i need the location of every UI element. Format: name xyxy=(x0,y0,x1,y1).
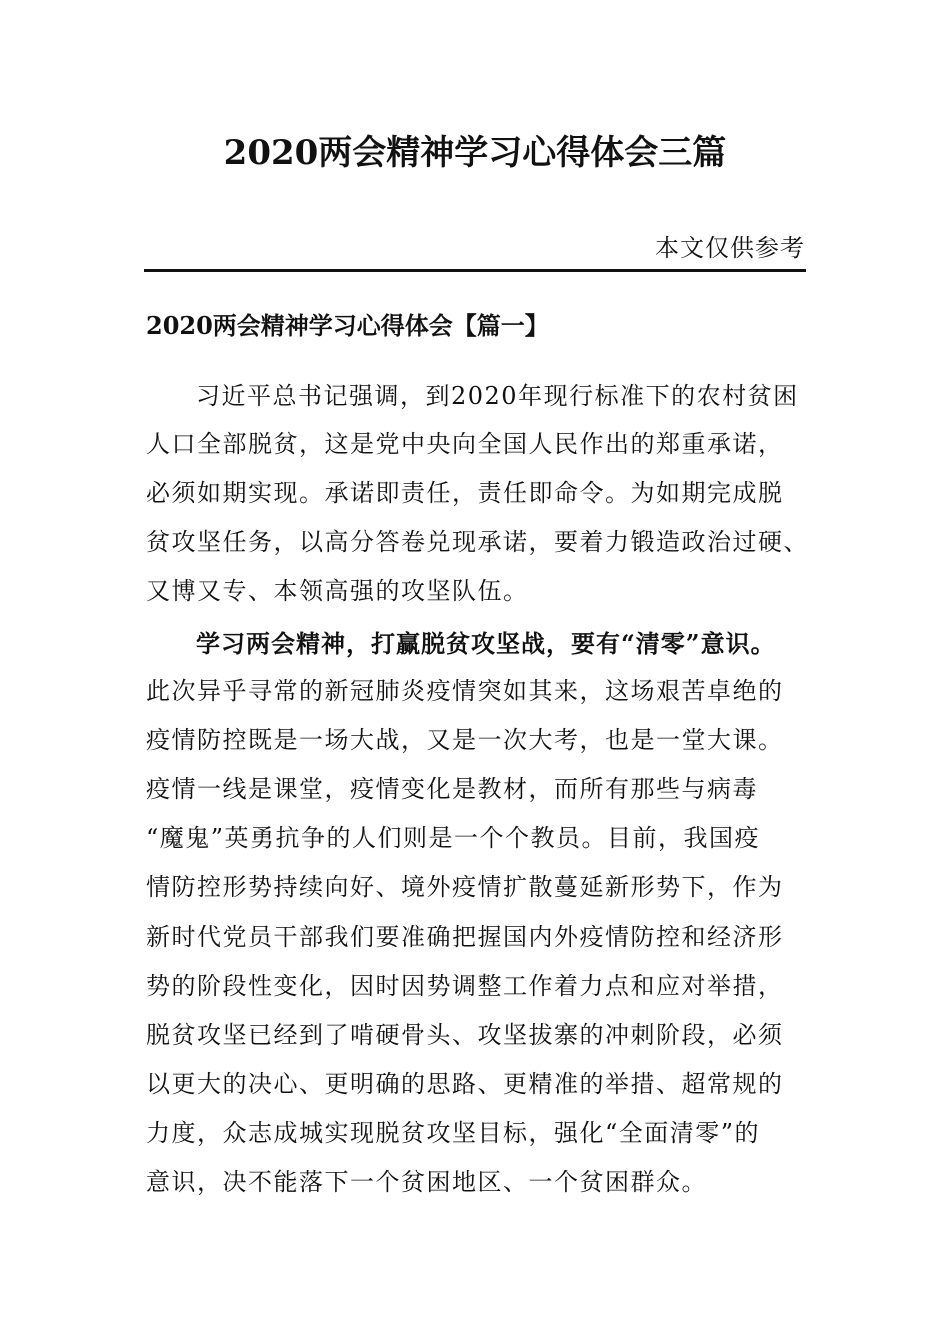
paragraph-line: “魔鬼”英勇抗争的人们则是一个个教员。目前，我国疫 xyxy=(146,824,761,852)
paragraph-line: 贫攻坚任务，以高分答卷兑现承诺，要着力锻造政治过硬、 xyxy=(146,528,809,556)
paragraph-line: 此次异乎寻常的新冠肺炎疫情突如其来，这场艰苦卓绝的 xyxy=(146,677,784,705)
reference-note: 本文仅供参考 xyxy=(655,234,805,262)
paragraph-line: 力度，众志成城实现脱贫攻坚目标，强化“全面清零”的 xyxy=(146,1119,761,1147)
paragraph-line: 以更大的决心、更明确的思路、更精准的举措、超常规的 xyxy=(146,1070,784,1098)
paragraph-line: 习近平总书记强调，到2020年现行标准下的农村贫困 xyxy=(196,382,799,410)
section-heading: 2020两会精神学习心得体会【篇一】 xyxy=(146,311,549,340)
paragraph-line: 势的阶段性变化，因时因势调整工作着力点和应对举措， xyxy=(146,972,784,1000)
paragraph-line: 新时代党员干部我们要准确把握国内外疫情防控和经济形 xyxy=(146,923,784,951)
paragraph-line: 人口全部脱贫，这是党中央向全国人民作出的郑重承诺， xyxy=(146,430,784,458)
paragraph-line: 脱贫攻坚已经到了啃硬骨头、攻坚拔寨的冲刺阶段，必须 xyxy=(146,1021,784,1049)
paragraph-line: 又博又专、本领高强的攻坚队伍。 xyxy=(146,577,529,605)
paragraph-line: 疫情防控既是一场大战，又是一次大考，也是一堂大课。 xyxy=(146,726,784,754)
paragraph-heading: 学习两会精神，打赢脱贫攻坚战，要有“清零”意识。 xyxy=(196,629,776,658)
paragraph-line: 必须如期实现。承诺即责任，责任即命令。为如期完成脱 xyxy=(146,479,784,507)
paragraph-line: 疫情一线是课堂，疫情变化是教材，而所有那些与病毒 xyxy=(146,775,758,803)
header-divider xyxy=(144,269,806,272)
document-title: 2020两会精神学习心得体会三篇 xyxy=(223,133,727,173)
paragraph-line: 意识，决不能落下一个贫困地区、一个贫困群众。 xyxy=(146,1168,707,1196)
paragraph-line: 情防控形势持续向好、境外疫情扩散蔓延新形势下，作为 xyxy=(146,873,784,901)
